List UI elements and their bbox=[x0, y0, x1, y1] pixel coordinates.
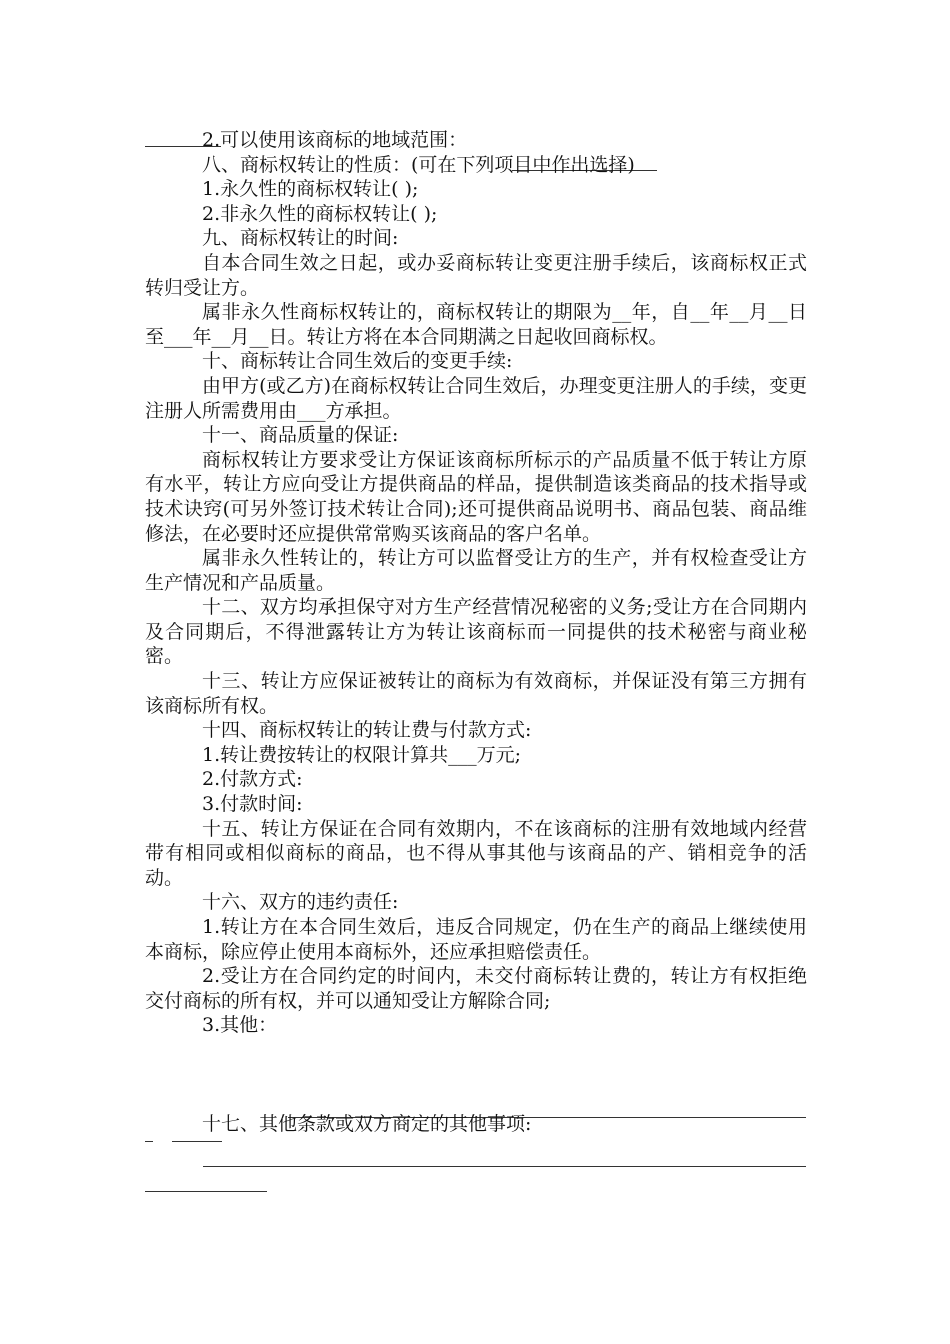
paragraph-registration-change: 由甲方(或乙方)在商标权转让合同生效后，办理变更注册人的手续，变更注册人所需费用由___方承担。 bbox=[145, 374, 807, 422]
item-fee-amount: 1.转让费按转让的权限计算共___万元; bbox=[202, 743, 522, 766]
heading-liability: 十六、双方的违约责任: bbox=[202, 891, 399, 914]
blank-line-other-4 bbox=[145, 1191, 267, 1192]
option-permanent: 1.永久性的商标权转让( ); bbox=[202, 178, 419, 201]
paragraph-transferor-liability: 1.转让方在本合同生效后，违反合同规定，仍在生产的商品上继续使用本商标，除应停止使用本商标外，还应承担赔偿责任。 bbox=[145, 916, 807, 963]
paragraph-quality-requirement: 商标权转让方要求受让方保证该商标所标示的产品质量不低于转让方原有水平，转让方应向受让方提供商品的样品，提供制造该类商品的技术指导或技术诀窍(可另外签订技术转让合同);还可提供商品说明书、商品包装、商品维修法，在必要时还应提供常常购买该商品的客户名单。 bbox=[145, 448, 807, 545]
heading-other-terms: 十七、其他条款或双方商定的其他事项: bbox=[202, 1112, 532, 1135]
heading-fee-payment: 十四、商标权转让的转让费与付款方式: bbox=[202, 719, 532, 742]
spacer-line bbox=[145, 1038, 807, 1063]
heading-transfer-nature: 八、商标权转让的性质：(可在下列项目中作出选择) bbox=[202, 153, 635, 176]
item-other: 3.其他： bbox=[202, 1014, 278, 1037]
heading-transfer-time: 九、商标权转让的时间: bbox=[202, 227, 399, 250]
option-non-permanent: 2.非永久性的商标权转让( ); bbox=[202, 202, 438, 225]
paragraph-valid-trademark: 十三、转让方应保证被转让的商标为有效商标，并保证没有第三方拥有该商标所有权。 bbox=[145, 670, 807, 717]
paragraph-confidentiality: 十二、双方均承担保守对方生产经营情况秘密的义务;受让方在合同期内及合同期后，不得泄露转让方为转让该商标而一同提供的技术秘密与商业秘密。 bbox=[145, 596, 807, 668]
blank-line-other-2a bbox=[145, 1141, 153, 1142]
heading-change-procedure: 十、商标转让合同生效后的变更手续: bbox=[202, 350, 513, 373]
paragraph-effective-date: 自本合同生效之日起，或办妥商标转让变更注册手续后，该商标权正式转归受让方。 bbox=[145, 251, 807, 299]
heading-quality-guarantee: 十一、商品质量的保证: bbox=[202, 424, 399, 447]
item-payment-time: 3.付款时间: bbox=[202, 793, 303, 816]
item-payment-method: 2.付款方式: bbox=[202, 768, 303, 791]
blank-line-other-2b bbox=[172, 1141, 222, 1142]
paragraph-non-competition: 十五、转让方保证在合同有效期内，不在该商标的注册有效地域内经营带有相同或相似商标的商品，也不得从事其他与该商品的产、销相竞争的活动。 bbox=[145, 817, 807, 889]
paragraph-term-period: 属非永久性商标权转让的，商标权转让的期限为__年，自__年__月__日至___年__月__日。转让方将在本合同期满之日起收回商标权。 bbox=[145, 301, 807, 348]
paragraph-supervision: 属非永久性转让的，转让方可以监督受让方的生产，并有权检查受让方生产情况和产品质量。 bbox=[145, 547, 807, 594]
clause-region-scope: 2.可以使用该商标的地域范围： bbox=[202, 129, 468, 151]
spacer-line bbox=[145, 1063, 807, 1088]
blank-line-other-3 bbox=[203, 1166, 806, 1167]
paragraph-transferee-liability: 2.受让方在合同约定的时间内，未交付商标转让费的，转让方有权拒绝交付商标的所有权，并可以通知受让方解除合同; bbox=[145, 965, 807, 1012]
contract-page bbox=[145, 128, 807, 1136]
spacer-line bbox=[145, 1087, 807, 1112]
